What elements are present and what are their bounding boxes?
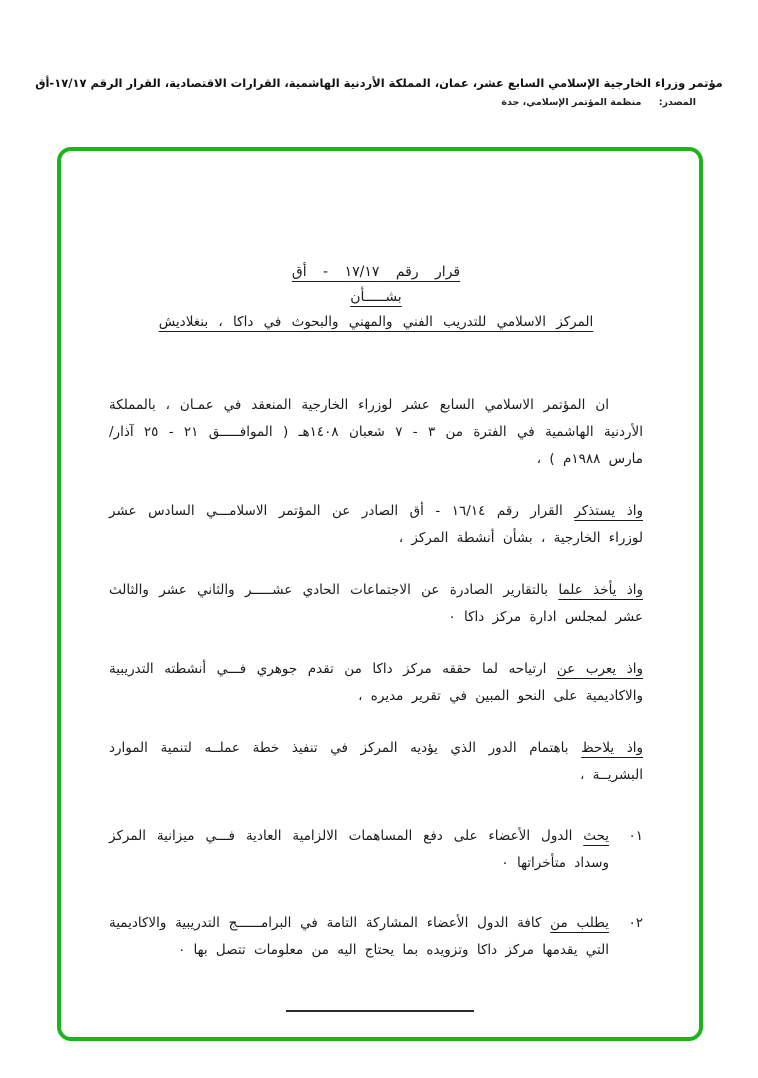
paragraph-text: بالتقارير الصادرة عن الاجتماعات الحادي عشـــــر والثاني عشر والثالث عشر لمجلس ادارة مركز داكا ٠ — [109, 582, 643, 625]
preamble-paragraph — [109, 498, 643, 552]
item-lead: يطلب من — [550, 915, 609, 931]
resolution-subject: المركز الاسلامي للتدريب الفني والمهني والبحوث في داكا ، بنغلاديش — [158, 314, 594, 330]
operative-items — [109, 823, 643, 964]
document-header — [32, 76, 726, 108]
paragraph-text: باهتمام الدور الذي يؤديه المركز في تنفيذ خطة عملــه لتنمية الموارد البشريــة ، — [109, 740, 643, 783]
resolution-number: قرار رقم ١٧/١٧ - أق — [291, 264, 461, 280]
preamble-paragraph — [109, 392, 643, 473]
resolution-regarding: بشـــــأن — [350, 289, 402, 305]
paragraph-text: ارتياحه لما حققه مركز داكا من تقدم جوهري فـــي أنشطته التدريبية والاكاديمية على النحو المبين في تقرير مديره ، — [109, 661, 643, 704]
paragraph-text: ان المؤتمر الاسلامي السابع عشر لوزراء الخارجية المنعقد في عمـان ، بالمملكة الأردنية الهاشمية في الفترة من ٣ - ٧ شعبان ١٤٠٨هـ ( الموافـــــق ٢١ - ٢٥ آذار/مارس ١٩٨٨م ) ، — [109, 397, 643, 467]
item-text: الدول الأعضاء على دفع المساهمات الالزامية العادية فـــي ميزانية المركز وسداد متأخراتها ٠ — [109, 828, 609, 871]
end-divider — [286, 1010, 474, 1012]
paragraph-lead: واذ يلاحظ — [581, 740, 644, 756]
item-paragraph — [109, 823, 609, 877]
paragraph-lead: واذ يستذكر — [574, 503, 643, 519]
resolution-body — [109, 392, 643, 1012]
preamble-paragraph — [109, 656, 643, 710]
item-paragraph — [109, 910, 609, 964]
item-number: ٠١ — [628, 828, 643, 844]
paragraph-lead: واذ يأخذ علما — [558, 582, 644, 598]
resolution-title-block — [109, 264, 643, 330]
paragraph-lead: واذ يعرب عن — [556, 661, 643, 677]
source-value: منظمة المؤتمر الإسلامي، جدة — [501, 97, 642, 108]
source-label: المصدر: — [658, 97, 696, 108]
item-text: كافة الدول الأعضاء المشاركة التامة في البرامــــــج التدريبية والاكاديمية التي يقدمها مركز داكا وتزويده بما يحتاج اليه من معلومات تتصل بها ٠ — [109, 915, 609, 958]
resolution-frame — [57, 147, 703, 1041]
item-lead: يحث — [583, 828, 609, 844]
header-source — [32, 97, 726, 108]
item-number: ٠٢ — [628, 915, 643, 931]
preamble-paragraph — [109, 735, 643, 789]
header-title: مؤتمر وزراء الخارجية الإسلامي السابع عشر، عمان، المملكة الأردنية الهاشمية، القرارات الاقتصادية، القرار الرقم ١٧/١٧-أق — [35, 76, 723, 90]
operative-item — [109, 910, 643, 964]
operative-item — [109, 823, 643, 877]
paragraph-text: القرار رقم ١٦/١٤ - أق الصادر عن المؤتمر الاسلامـــي السادس عشر لوزراء الخارجية ، بشأن أنشطة المركز ، — [109, 503, 643, 546]
preamble-paragraph — [109, 577, 643, 631]
